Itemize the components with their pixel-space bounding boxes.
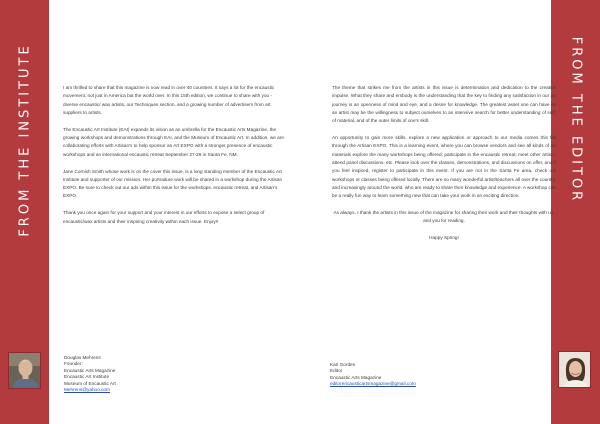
founder-signature-block: [64, 355, 116, 393]
founder-affiliation: Encaustic Arts Magazine: [64, 367, 116, 373]
editor-paragraph: As always, I thank the artists in this issue of the magazine for sharing their work and their thoughts with us, and you for reading.: [333, 210, 555, 224]
institute-paragraph: The Encaustic Art Institute (EAI) expands its vision as an umbrella for the Encaustic Arts Magazine, the growing workshops and demonstrations through EAI, and the Museum of Encaustic Art. In addition, we are collaborating efforts with Artisan's to help sponsor an Art EXPO with a stronger presence of encaustic workshops and an international encaustic retreat September 27-29 in Santa Fe, NM.: [63, 126, 284, 157]
founder-title: Founder:: [64, 361, 83, 367]
institute-paragraph: I am thrilled to share that this magazine is now read in over 40 countries. It says a lot for the encaustic movement, not just in America but the world over. In this 15th edition, we continue to share with you - diverse encaustic/ wax artists, our Techniques section, and a growing number of advertisers from art suppliers to artists.: [63, 85, 275, 115]
editor-portrait-photo: [558, 351, 591, 388]
from-the-editor-heading: FROM THE EDITOR: [568, 36, 583, 204]
editor-letter-column: [332, 84, 556, 251]
editor-paragraph: The theme that strikes me from the artists in this issue is determination and dedication to the creative impulse. What they share and embody is the understanding that the key to finding any satisfaction in our art journey is an openness of mind and eye, and a desire for knowledge. The greatest asset one can have as an artist may be the willingness to subject ourselves to an intensive search for better understanding of self, of material, and of the outer limits of one's skill.: [332, 85, 556, 124]
founder-email-link[interactable]: Mehrens@yahoo.com: [64, 387, 110, 393]
editor-affiliation: Encaustic Arts Magazine: [330, 374, 382, 380]
institute-paragraph: Thank you once again for your support and your interest in our efforts to expose a select group of encaustic/wax artists and their inspiring creativity within each issue. Enjoy!!: [63, 210, 265, 224]
right-red-band: [551, 0, 600, 424]
editor-paragraph: An opportunity to gain more skills, explore a new application or approach to our media comes this fall through the Artisan EXPO. This is a learning event, where you can browse vendors and see all kinds of art materials explore the many workshops being offered: participate in the encaustic retreat; meet other artists, attend panel discussions, etc. Please look over the classes, demonstrations, and discussions on offer, and if you feel inspired, register to participate in this event. If you are not in the Santa Fe area, check out workshops or classes being offered locally. There are so many wonderful artist/teachers all over the country, and increasingly around the world, who are ready to share their knowledge and experience. A workshop can be a really fun way to learn something new that can take your work in an exciting direction.: [332, 135, 556, 199]
editor-email-link[interactable]: editorencausticartsmagazine@gmail.com: [330, 381, 416, 387]
founder-portrait-photo: [8, 352, 41, 389]
editor-title: Editor: [330, 368, 343, 374]
editor-name: Kari Gorden: [330, 362, 356, 367]
founder-name: Douglas Mehrens: [64, 355, 101, 360]
institute-letter-column: [63, 84, 285, 235]
editor-signature-block: [330, 362, 416, 388]
founder-affiliation: Encaustic Art Institute: [64, 374, 110, 380]
from-the-institute-heading: FROM THE INSTITUTE: [17, 43, 32, 237]
editor-closing: Happy Spring!: [429, 235, 459, 241]
institute-paragraph: Jane Cornish Smith whose work is on the cover this issue, is a long standing member of the Encaustic Art Institute and supporter of our mission. Her portraiture work will be shared in a workshop during the Artisan EXPO. Be sure to check out our ads within this issue for the workshops, encaustic retreat, and Artisan's EXPO.: [63, 168, 283, 199]
founder-affiliation: Museum of Encaustic Art: [64, 380, 116, 386]
left-red-band: [0, 0, 49, 424]
